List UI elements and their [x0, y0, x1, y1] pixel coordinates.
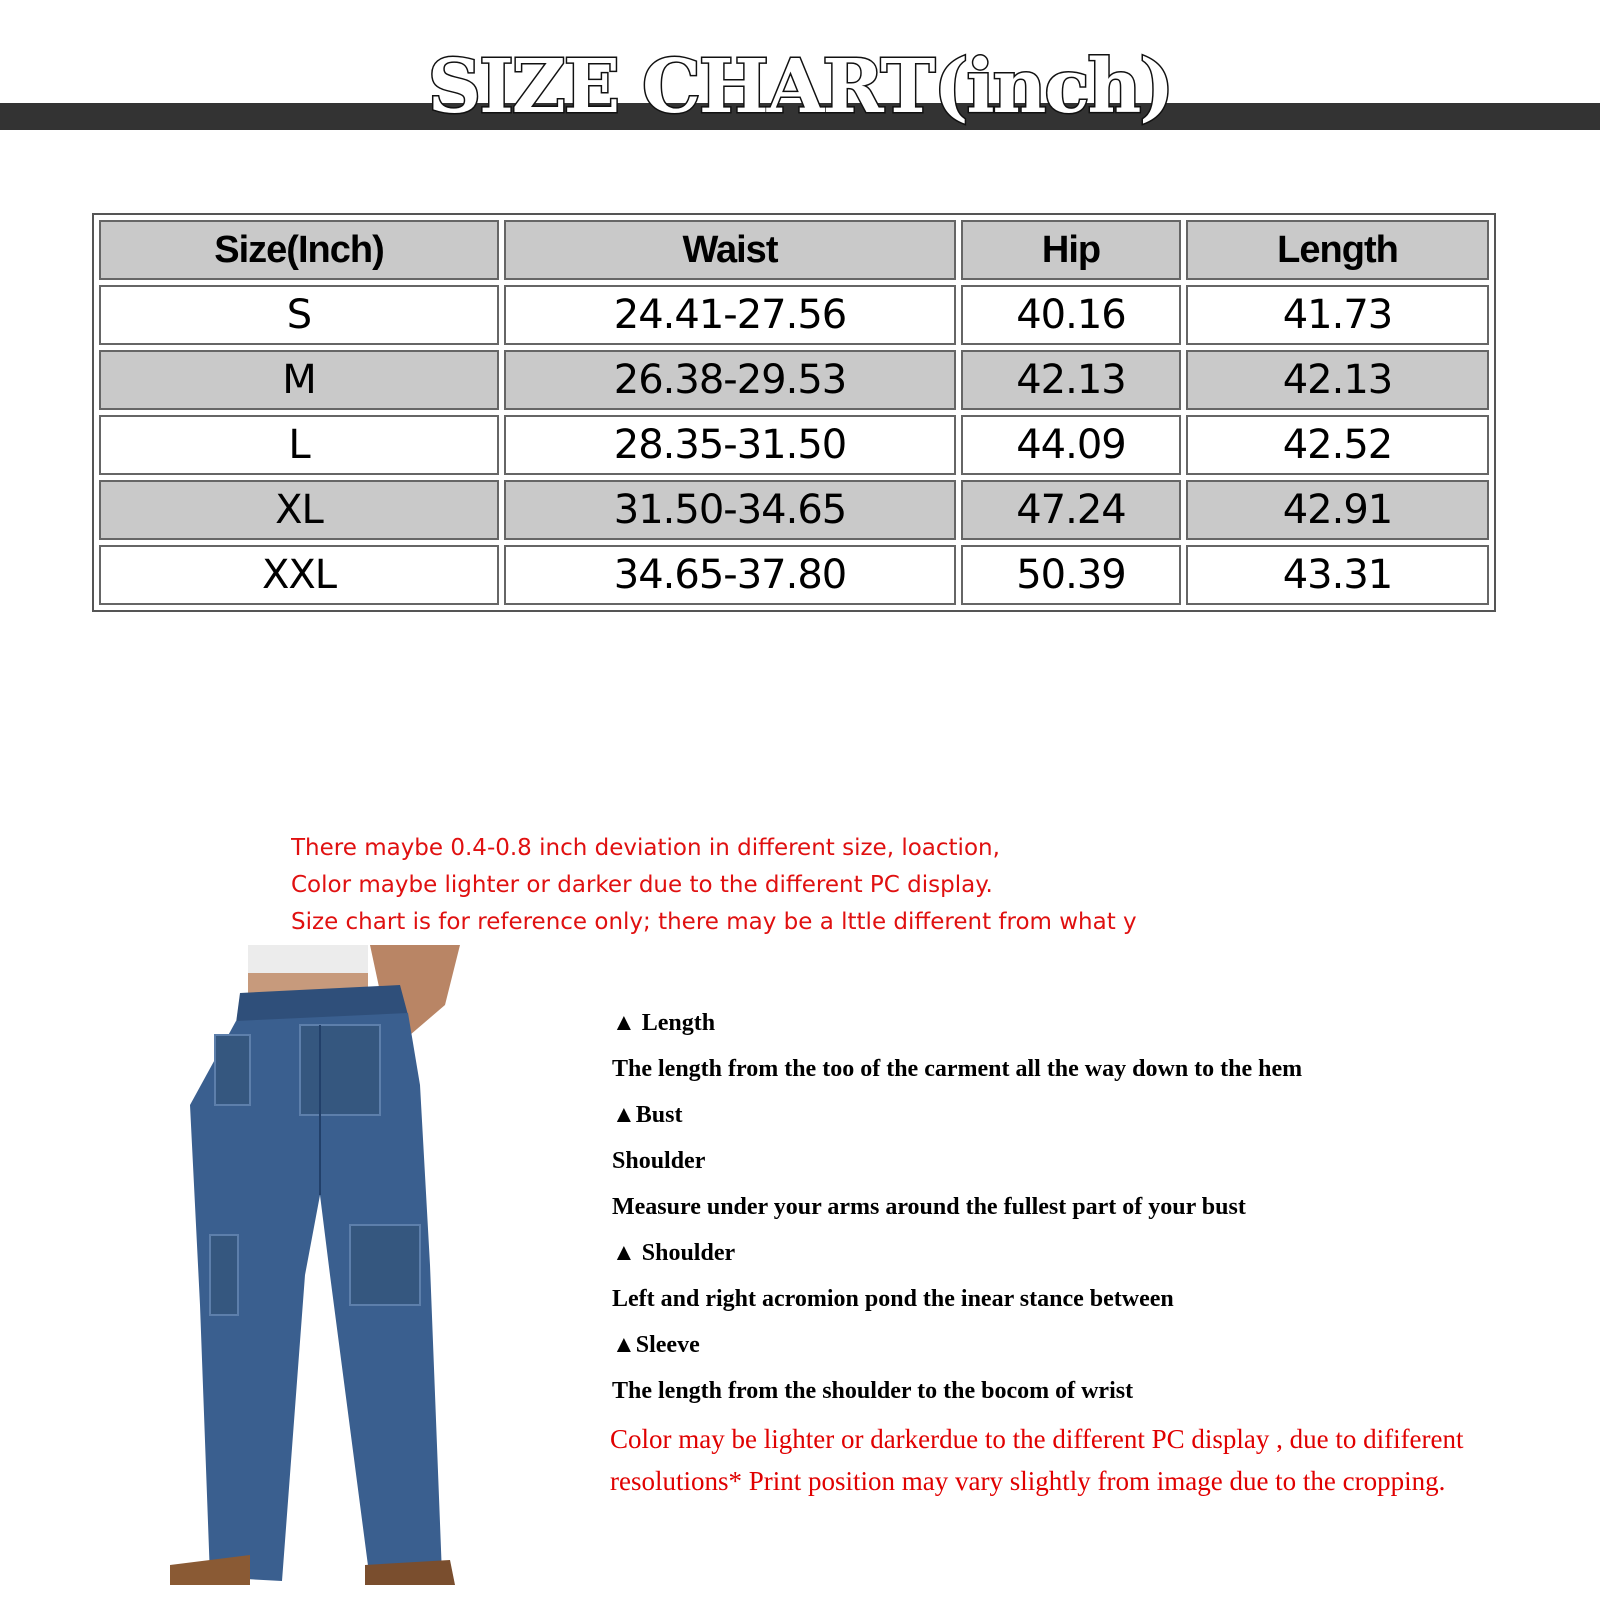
cell-waist: 31.50-34.65 [504, 480, 956, 540]
cell-hip: 50.39 [961, 545, 1181, 605]
header-waist: Waist [504, 220, 956, 280]
info-line: Measure under your arms around the fullest part of your bust [612, 1194, 1246, 1220]
cell-size: S [99, 285, 499, 345]
cell-length: 42.91 [1186, 480, 1489, 540]
cell-size: XXL [99, 545, 499, 605]
header-length: Length [1186, 220, 1489, 280]
note-line: Size chart is for reference only; there may be a lttle different from what y [291, 909, 1137, 935]
cell-hip: 42.13 [961, 350, 1181, 410]
header-hip: Hip [961, 220, 1181, 280]
info-line: ▲ Shoulder [612, 1240, 736, 1266]
cell-length: 42.52 [1186, 415, 1489, 475]
footer-line: resolutions* Print position may vary slightly from image due to the cropping. [610, 1466, 1446, 1496]
cell-hip: 40.16 [961, 285, 1181, 345]
info-line: Shoulder [612, 1148, 706, 1174]
cell-size: XL [99, 480, 499, 540]
table-row [99, 545, 1489, 605]
info-line: ▲Sleeve [612, 1332, 700, 1358]
page-title: SIZE CHART(inch) [427, 44, 1173, 130]
cell-hip: 44.09 [961, 415, 1181, 475]
cell-waist: 24.41-27.56 [504, 285, 956, 345]
header-size: Size(Inch) [99, 220, 499, 280]
note-line: Color maybe lighter or darker due to the different PC display. [291, 872, 993, 898]
measurement-info [612, 1000, 1562, 1414]
table-row [99, 415, 1489, 475]
table-header-row [99, 220, 1489, 280]
deviation-notes [291, 830, 1151, 941]
cell-size: M [99, 350, 499, 410]
size-table [92, 213, 1496, 612]
info-line: ▲ Length [612, 1010, 716, 1036]
cell-size: L [99, 415, 499, 475]
color-disclaimer [610, 1418, 1540, 1502]
info-line: The length from the shoulder to the bocom of wrist [612, 1378, 1134, 1404]
cell-length: 41.73 [1186, 285, 1489, 345]
info-line: The length from the too of the carment all the way down to the hem [612, 1056, 1303, 1082]
cell-length: 42.13 [1186, 350, 1489, 410]
cell-waist: 34.65-37.80 [504, 545, 956, 605]
table-row [99, 350, 1489, 410]
note-line: There maybe 0.4-0.8 inch deviation in different size, loaction, [291, 835, 1000, 861]
info-line: Left and right acromion pond the inear stance between [612, 1286, 1174, 1312]
jeans-model-image [170, 945, 470, 1585]
cell-waist: 26.38-29.53 [504, 350, 956, 410]
table-row [99, 285, 1489, 345]
cell-length: 43.31 [1186, 545, 1489, 605]
cell-hip: 47.24 [961, 480, 1181, 540]
info-line: ▲Bust [612, 1102, 683, 1128]
table-row [99, 480, 1489, 540]
footer-line: Color may be lighter or darkerdue to the different PC display , due to dififerent [610, 1424, 1464, 1454]
cell-waist: 28.35-31.50 [504, 415, 956, 475]
